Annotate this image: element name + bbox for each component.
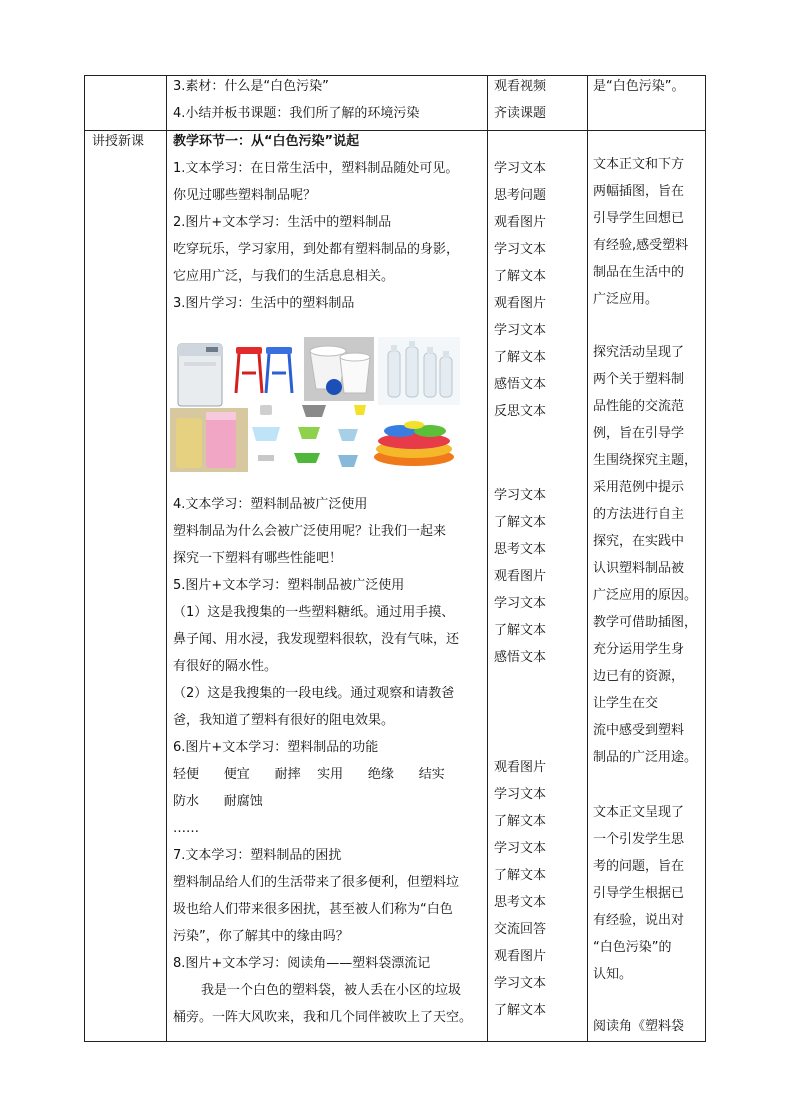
teaching-content-a bbox=[173, 128, 459, 317]
text-line: 生围绕探究主题， bbox=[593, 453, 698, 468]
table-divider-3 bbox=[587, 75, 588, 1042]
text-line: 思考文本 bbox=[494, 895, 547, 910]
washing-machine-image bbox=[172, 340, 228, 410]
text-line: 了解文本 bbox=[494, 1003, 547, 1018]
text-line: 两个关于塑料制 bbox=[593, 372, 685, 387]
plastic-buckets-image bbox=[304, 337, 374, 401]
text-line: 观看视频 bbox=[494, 79, 547, 94]
text-line: 学习文本 bbox=[494, 488, 547, 503]
text-line: 鼻子闻、用水浸，我发现塑料很软，没有气味，还 bbox=[173, 632, 460, 647]
text-line: 一个引发学生思 bbox=[593, 832, 685, 847]
text-line: 了解文本 bbox=[494, 868, 547, 883]
text-line: 反思文本 bbox=[494, 404, 547, 419]
text-line: 有经验,感受塑料 bbox=[593, 238, 689, 253]
text-line: 探究，在实践中 bbox=[593, 534, 685, 549]
text-line: 塑料制品为什么会被广泛使用呢？让我们一起来 bbox=[173, 524, 447, 539]
row1-design-intent bbox=[593, 73, 684, 100]
text-line: 采用范例中提示 bbox=[593, 480, 685, 495]
text-line: 边已有的资源， bbox=[593, 669, 685, 684]
text-line: 考的问题，旨在 bbox=[593, 859, 685, 874]
text-line: （2）这是我搜集的一段电线。通过观察和请教爸 bbox=[173, 686, 455, 701]
design-intent-c bbox=[593, 799, 684, 988]
plastic-containers-image bbox=[250, 401, 368, 473]
text-line: 了解文本 bbox=[494, 269, 547, 284]
text-line: 引导学生回想已 bbox=[593, 211, 685, 226]
text-line: 交流回答 bbox=[494, 922, 547, 937]
section-heading: 教学环节一：从“白色污染”说起 bbox=[173, 134, 360, 149]
text-line: 品性能的交流范 bbox=[593, 399, 685, 414]
text-line: 圾也给人们带来很多困扰，甚至被人们称为“白色 bbox=[173, 902, 453, 917]
text-line: 学习文本 bbox=[494, 161, 547, 176]
text-line: 了解文本 bbox=[494, 623, 547, 638]
text-line: 充分运用学生身 bbox=[593, 642, 685, 657]
text-line: 文本正文和下方 bbox=[593, 157, 685, 172]
plastic-bottles-image bbox=[378, 337, 460, 405]
text-line: 5.图片+文本学习：塑料制品被广泛使用 bbox=[173, 578, 405, 593]
teaching-content-b bbox=[173, 491, 472, 1031]
student-activity-a bbox=[494, 155, 546, 425]
text-line: 了解文本 bbox=[494, 350, 547, 365]
text-line: 有经验，说出对 bbox=[593, 913, 685, 928]
text-line: 塑料制品给人们的生活带来了很多便利，但塑料垃 bbox=[173, 875, 460, 890]
text-line: 感悟文本 bbox=[494, 650, 547, 665]
text-line: 4.文本学习：塑料制品被广泛使用 bbox=[173, 497, 368, 512]
text-line: 了解文本 bbox=[494, 515, 547, 530]
text-line: 文本正文呈现了 bbox=[593, 805, 685, 820]
student-activity-b bbox=[494, 482, 546, 671]
text-line: 广泛应用的原因。 bbox=[593, 588, 698, 603]
text-line: 思考问题 bbox=[494, 188, 547, 203]
text-line: 引导学生根据已 bbox=[593, 886, 685, 901]
text-line: 我是一个白色的塑料袋，被人丢在小区的垃圾 bbox=[201, 983, 462, 998]
text-line: 学习文本 bbox=[494, 242, 547, 257]
text-line: 学习文本 bbox=[494, 976, 547, 991]
text-line: “白色污染”的 bbox=[593, 940, 672, 955]
text-line: 3.图片学习：生活中的塑料制品 bbox=[173, 296, 355, 311]
text-line: （1）这是我搜集的一些塑料糖纸。通过用手摸、 bbox=[173, 605, 455, 620]
plastic-plates-image bbox=[370, 413, 458, 471]
text-line: 学习文本 bbox=[494, 841, 547, 856]
design-intent-b bbox=[593, 339, 697, 771]
row1-student-activity bbox=[494, 73, 546, 127]
text-line: 思考文本 bbox=[494, 542, 547, 557]
text-line: 阅读角《塑料袋 bbox=[593, 1019, 685, 1034]
drink-cups-image bbox=[170, 408, 248, 472]
text-line: 轻便 便宜 耐摔 实用 绝缘 结实 bbox=[173, 767, 445, 782]
text-line: 了解文本 bbox=[494, 814, 547, 829]
text-line: 你见过哪些塑料制品呢？ bbox=[173, 188, 317, 203]
section-label bbox=[92, 128, 144, 155]
text-line: 制品的广泛用途。 bbox=[593, 750, 698, 765]
text-line: …… bbox=[173, 821, 199, 836]
text-line: 是“白色污染”。 bbox=[593, 79, 685, 94]
text-line: 的方法进行自主 bbox=[593, 507, 685, 522]
text-line: 污染”，你了解其中的缘由吗？ bbox=[173, 929, 349, 944]
text-line: 学习文本 bbox=[494, 596, 547, 611]
text-line: 7.文本学习：塑料制品的困扰 bbox=[173, 848, 342, 863]
text-line: 吃穿玩乐，学习家用，到处都有塑料制品的身影， bbox=[173, 242, 460, 257]
text-line: 桶旁。一阵大风吹来，我和几个同伴被吹上了天空。 bbox=[173, 1010, 473, 1025]
text-line: 流中感受到塑料 bbox=[593, 723, 685, 738]
design-intent-a bbox=[593, 151, 688, 313]
text-line: 探究一下塑料有哪些性能吧！ bbox=[173, 551, 343, 566]
text-line: 制品在生活中的 bbox=[593, 265, 685, 280]
text-line: 认识塑料制品被 bbox=[593, 561, 685, 576]
row1-content bbox=[173, 73, 419, 127]
plastic-products-picture bbox=[170, 337, 460, 474]
text-line: 让学生在交 bbox=[593, 696, 659, 711]
text-line: 观看图片 bbox=[494, 569, 547, 584]
text-line: 感悟文本 bbox=[494, 377, 547, 392]
text-line: 8.图片+文本学习：阅读角——塑料袋漂流记 bbox=[173, 956, 431, 971]
text-line: 两幅插图，旨在 bbox=[593, 184, 685, 199]
table-divider-1 bbox=[166, 75, 167, 1042]
text-line: 观看图片 bbox=[494, 949, 547, 964]
table-border-bottom bbox=[84, 1041, 706, 1042]
text-line: 学习文本 bbox=[494, 787, 547, 802]
design-intent-d bbox=[593, 1013, 684, 1040]
text-line: 防水 耐腐蚀 bbox=[173, 794, 263, 809]
text-line: 3.素材：什么是“白色污染” bbox=[173, 79, 329, 94]
student-activity-c bbox=[494, 754, 546, 1024]
text-line: 它应用广泛，与我们的生活息息相关。 bbox=[173, 269, 395, 284]
text-line: 1.文本学习：在日常生活中，塑料制品随处可见。 bbox=[173, 161, 459, 176]
text-line: 4.小结并板书课题：我们所了解的环境污染 bbox=[173, 106, 420, 121]
text-line: 2.图片+文本学习：生活中的塑料制品 bbox=[173, 215, 392, 230]
table-border-left bbox=[84, 75, 85, 1042]
text-line: 广泛应用。 bbox=[593, 292, 659, 307]
text-line: 齐读课题 bbox=[494, 106, 547, 121]
table-border-right bbox=[705, 75, 706, 1042]
text-line: 例，旨在引导学 bbox=[593, 426, 685, 441]
text-line: 爸，我知道了塑料有很好的阻电效果。 bbox=[173, 713, 395, 728]
text-line: 认知。 bbox=[593, 967, 633, 982]
text-line: 学习文本 bbox=[494, 323, 547, 338]
text-line: 观看图片 bbox=[494, 296, 547, 311]
text-line: 有很好的隔水性。 bbox=[173, 659, 278, 674]
section-label-text: 讲授新课 bbox=[92, 134, 145, 149]
text-line: 教学可借助插图， bbox=[593, 615, 698, 630]
text-line: 观看图片 bbox=[494, 215, 547, 230]
plastic-stools-image bbox=[232, 343, 298, 395]
text-line: 探究活动呈现了 bbox=[593, 345, 685, 360]
text-line: 6.图片+文本学习：塑料制品的功能 bbox=[173, 740, 379, 755]
table-divider-2 bbox=[487, 75, 488, 1042]
text-line: 观看图片 bbox=[494, 760, 547, 775]
